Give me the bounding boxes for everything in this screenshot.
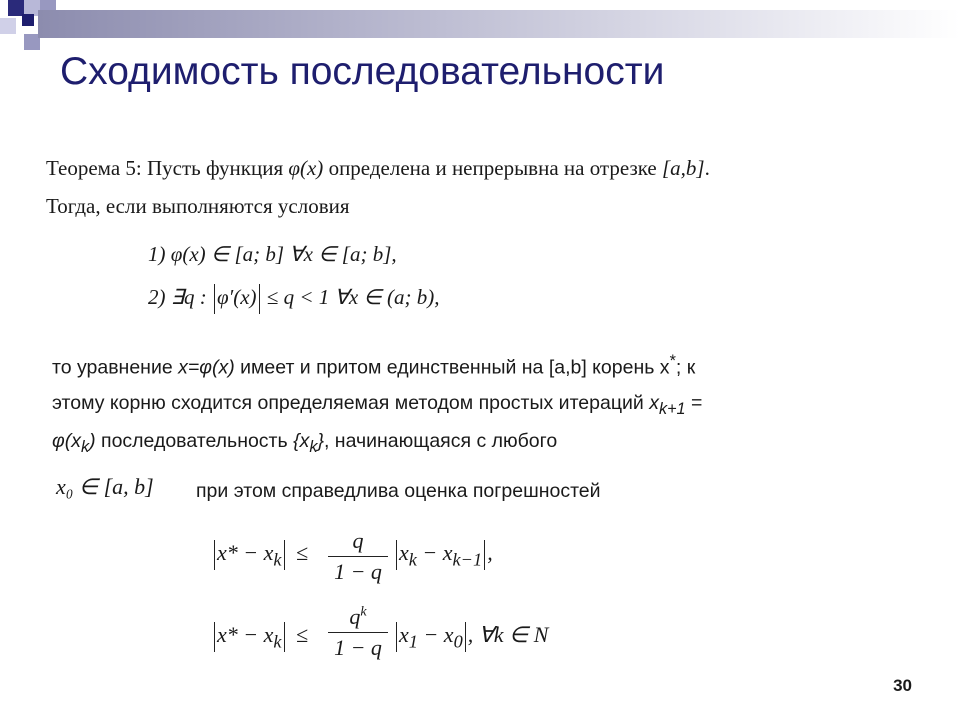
le-sign: ≤ (296, 540, 309, 566)
fraction-1 (328, 528, 388, 585)
text: имеет и притом единственный на [a,b] корень x (234, 356, 670, 379)
phi-expr: φ(x (52, 430, 81, 452)
subscript: k+1 (658, 399, 686, 418)
numerator: q (352, 528, 364, 553)
denominator: 1 − q (334, 559, 382, 584)
abs-bar (214, 284, 215, 314)
estimate-text: при этом справедлива оценка погрешностей (196, 480, 601, 502)
interval: [a,b] (662, 156, 705, 180)
conclusion-line-2 (52, 392, 702, 419)
lhs: x* − x (217, 622, 274, 648)
abs-bar (214, 622, 215, 652)
minus-x: − x (416, 540, 453, 566)
abs-bar (396, 622, 397, 652)
formula-2-rhs (394, 622, 548, 652)
period: . (704, 156, 710, 180)
numerator (328, 604, 388, 630)
theorem-line-1 (46, 156, 710, 181)
lhs: x* − x (217, 540, 274, 566)
phi-function: φ(x) (288, 156, 324, 180)
page-number: 30 (893, 676, 912, 695)
brace: } (317, 430, 324, 452)
subscript: k−1 (452, 549, 483, 570)
text: , начинающаяся с любого (323, 430, 558, 452)
condition-2-prefix: 2) ∃q : (148, 284, 207, 309)
minus-x: − x (417, 622, 454, 648)
condition-1-formula: 1) φ(x) ∈ [a; b] ∀x ∈ [a; b], (148, 242, 397, 266)
forall-tail: , ∀k ∈ N (467, 622, 549, 648)
subscript: 1 (408, 631, 418, 652)
conclusion-line-3 (52, 430, 557, 457)
abs-bar (396, 540, 397, 570)
condition-2 (148, 284, 439, 314)
text: то уравнение (52, 356, 179, 379)
x0-condition: x₀ ∈ [a, b] (56, 474, 154, 499)
theorem-text: Теорема 5: Пусть функция (46, 156, 289, 180)
x-var: x (399, 622, 409, 648)
superscript: k (360, 604, 367, 620)
formula-2 (212, 622, 308, 652)
x-var: x (399, 540, 409, 566)
abs-bar (284, 540, 285, 570)
abs-bar (484, 540, 485, 570)
abs-bar (284, 622, 285, 652)
theorem-line-2: Тогда, если выполняются условия (46, 194, 350, 218)
condition-2-suffix: ≤ q < 1 ∀x ∈ (a; b), (266, 284, 440, 309)
abs-bar (214, 540, 215, 570)
abs-bar (465, 622, 466, 652)
subscript: k (273, 631, 282, 652)
condition-1 (148, 242, 397, 267)
denominator: 1 − q (334, 635, 382, 660)
abs-bar (259, 284, 260, 314)
fraction-2 (328, 604, 388, 661)
text: ; к (675, 356, 696, 379)
fraction-line (328, 556, 388, 557)
subscript: 0 (453, 631, 463, 652)
header-gradient-bar (38, 10, 960, 38)
text: = (685, 392, 703, 414)
equation: x=φ(x) (178, 356, 235, 379)
subscript: k (80, 437, 90, 456)
subscript: k (273, 549, 282, 570)
phi-derivative: φ′(x) (217, 284, 257, 309)
q: q (349, 604, 361, 629)
subscript: k (309, 437, 318, 456)
formula-1-rhs (394, 540, 493, 570)
text: этому корню сходится определяемая методом простых итераций (52, 392, 650, 414)
x-var: x (649, 392, 659, 414)
text: последовательность (95, 430, 294, 452)
formula-1 (212, 540, 308, 570)
fraction-line (328, 632, 388, 633)
subscript: k (408, 549, 417, 570)
paren: ) (89, 430, 96, 452)
comma: , (487, 540, 493, 566)
le-sign: ≤ (296, 622, 309, 648)
sequence-set: {x (293, 430, 310, 452)
conclusion-line-1 (52, 352, 695, 380)
theorem-text-cont: определена и непрерывна на отрезке (323, 156, 662, 180)
page-title: Сходимость последовательности (60, 50, 665, 93)
superscript: * (669, 352, 676, 370)
